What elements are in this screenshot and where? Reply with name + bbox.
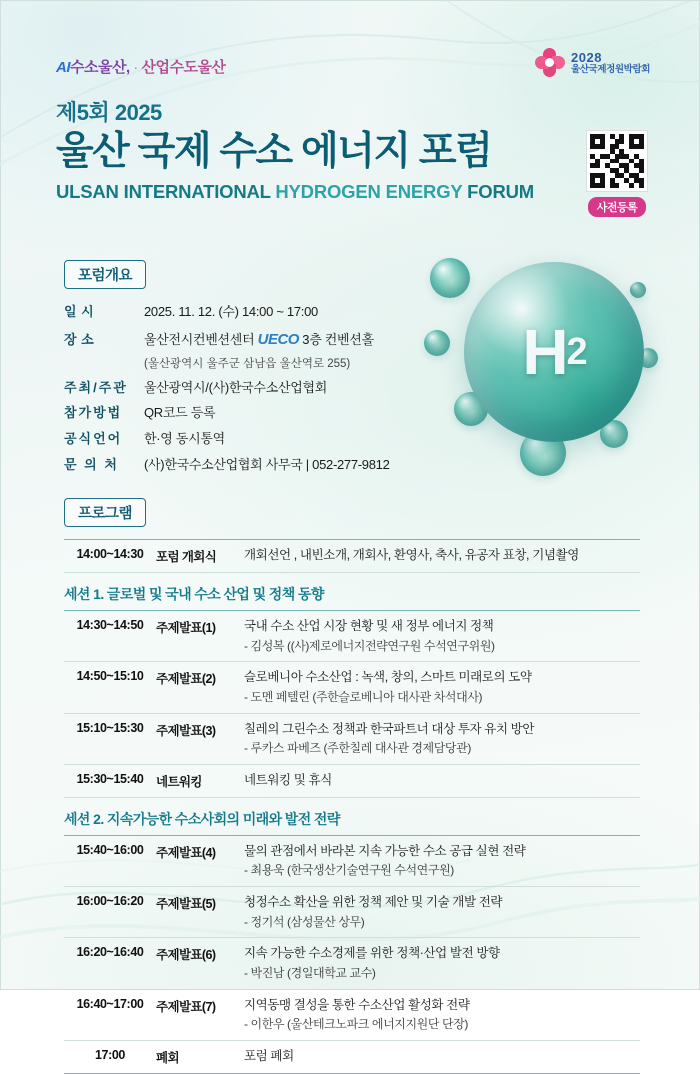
program-row-kind: 주제발표(4) (156, 835, 244, 886)
overview-row-label: 참가방법 (64, 405, 123, 421)
program-row-desc-main: 국내 수소 산업 시장 현황 및 새 정부 에너지 정책 (244, 619, 494, 633)
program-row-speaker: - 정기석 (삼성물산 상무) (244, 914, 365, 929)
overview-row-subtext: (울산광역시 울주군 삼남읍 울산역로 255) (144, 357, 351, 370)
program-row-speaker: - 도멘 페텔린 (주한슬로베니아 대사관 차석대사) (244, 689, 483, 704)
title-prefix: 제5회 2025 (56, 100, 162, 125)
program-row-speaker: - 루카스 파베즈 (주한칠레 대사관 경제담당관) (244, 741, 471, 756)
program-row-time: 14:00~14:30 (64, 540, 156, 573)
overview-row (64, 456, 464, 475)
overview-heading: 포럼개요 (64, 260, 146, 289)
h2-symbol: H (522, 316, 567, 388)
program-row-desc (244, 989, 640, 1040)
program-row-time: 17:00 (64, 1041, 156, 1074)
program-row-kind: 포럼 개회식 (156, 540, 244, 573)
program-row-desc (244, 938, 640, 989)
forum-overview-section (64, 260, 464, 482)
logo-text-2: 산업수도울산 (141, 59, 226, 76)
program-row-time: 16:20~16:40 (64, 938, 156, 989)
program-row (64, 611, 640, 662)
program-row-desc-main: 개회선언 , 내빈소개, 개회사, 환영사, 축사, 유공자 표창, 기념촬영 (244, 548, 579, 562)
program-row (64, 540, 640, 573)
program-row-desc (244, 540, 640, 573)
program-row-desc-main: 슬로베니아 수소산업 : 녹색, 창의, 스마트 미래로의 도약 (244, 670, 532, 685)
overview-row-label: 문 의 처 (64, 457, 119, 473)
overview-row (64, 404, 464, 423)
program-row-speaker: - 김성복 ((사)제로에너지전략연구원 수석연구위원) (244, 638, 495, 653)
program-row-time: 16:40~17:00 (64, 989, 156, 1040)
title-english: ULSAN INTERNATIONAL HYDROGEN ENERGY FORUM (56, 181, 534, 203)
program-row-kind: 주제발표(7) (156, 989, 244, 1040)
program-row-desc-main: 청정수소 확산을 위한 정책 제안 및 기술 개발 전략 (244, 895, 503, 910)
program-row-kind: 주제발표(5) (156, 887, 244, 938)
program-row-kind: 네트워킹 (156, 764, 244, 797)
program-row-desc (244, 1041, 640, 1074)
program-row-desc-main: 네트워킹 및 휴식 (244, 772, 332, 787)
program-row-kind: 주제발표(3) (156, 713, 244, 764)
program-section-label: 세션 1. 글로벌 및 국내 수소 산업 및 정책 동향 (64, 573, 640, 611)
program-section (64, 498, 640, 1074)
h2-bubble (464, 262, 644, 442)
program-row-desc (244, 887, 640, 938)
overview-rows (64, 303, 464, 475)
program-row (64, 989, 640, 1040)
overview-row-value: 울산전시컨벤션센터 UECO 3층 컨벤션홀 (144, 330, 374, 348)
program-row (64, 835, 640, 886)
overview-row-label: 일 시 (64, 304, 95, 319)
overview-row-value: 2025. 11. 12. (수) 14:00 ~ 17:00 (144, 304, 318, 319)
h2-subscript: 2 (566, 330, 586, 373)
program-row-kind: 주제발표(1) (156, 611, 244, 662)
program-row-time: 14:30~14:50 (64, 611, 156, 662)
program-row-time: 15:40~16:00 (64, 835, 156, 886)
expo-year: 2028 (571, 50, 602, 66)
program-row (64, 662, 640, 713)
overview-row-value: QR코드 등록 (144, 405, 216, 421)
page-title: 울산 국제 수소 에너지 포럼 (56, 130, 492, 173)
overview-row-value: 울산광역시/(사)한국수소산업협회 (144, 379, 327, 395)
program-row-desc (244, 611, 640, 662)
overview-row-label: 주최/주관 (64, 379, 128, 395)
program-row-desc-main: 포럼 폐회 (244, 1049, 294, 1064)
program-row (64, 1041, 640, 1074)
program-row (64, 887, 640, 938)
program-row (64, 713, 640, 764)
program-section-row (64, 797, 640, 835)
expo-name: 울산국제정원박람회 (571, 63, 650, 75)
veco-logo-text: UECO (257, 330, 299, 348)
overview-row (64, 379, 464, 398)
program-row-desc (244, 713, 640, 764)
program-row-speaker: - 이한우 (울산테크노파크 에너지지원단 단장) (244, 1017, 468, 1032)
program-section-label: 세션 2. 지속가능한 수소사회의 미래와 발전 전략 (64, 797, 640, 835)
overview-row (64, 303, 464, 322)
program-row-desc-main: 지속 가능한 수소경제를 위한 정책·산업 발전 방향 (244, 946, 500, 961)
logo-text-1: 수소울산, (70, 59, 130, 76)
qr-registration[interactable] (586, 130, 648, 217)
flower-icon (535, 48, 565, 78)
program-row-time: 14:50~15:10 (64, 662, 156, 713)
program-row-desc-main: 지역동맹 결성을 통한 수소산업 활성화 전략 (244, 997, 470, 1012)
program-table (64, 539, 640, 1074)
logo-ai-text: AI (56, 59, 70, 76)
program-row-time: 16:00~16:20 (64, 887, 156, 938)
overview-row-value: 한·영 동시통역 (144, 431, 225, 447)
program-row (64, 938, 640, 989)
program-row-desc (244, 764, 640, 797)
expo-badge (535, 48, 650, 78)
program-row-kind: 주제발표(2) (156, 662, 244, 713)
title-block (56, 96, 534, 203)
overview-row (64, 430, 464, 449)
program-heading: 프로그램 (64, 498, 146, 527)
overview-row (64, 329, 464, 351)
program-row-time: 15:10~15:30 (64, 713, 156, 764)
program-row-kind: 주제발표(6) (156, 938, 244, 989)
overview-row-label: 공식언어 (64, 431, 123, 447)
overview-row-label: 장 소 (64, 331, 95, 347)
program-row-speaker: - 박진남 (경일대학교 교수) (244, 965, 376, 980)
program-row-kind: 폐회 (156, 1041, 244, 1074)
qr-code-image[interactable] (586, 130, 648, 192)
program-row-time: 15:30~15:40 (64, 764, 156, 797)
overview-row-value: (사)한국수소산업협회 사무국 | 052-277-9812 (144, 457, 390, 473)
program-row-speaker: - 최용욱 (한국생산기술연구원 수석연구원) (244, 863, 454, 878)
program-row-desc (244, 835, 640, 886)
program-row (64, 764, 640, 797)
program-section-row (64, 573, 640, 611)
program-row-desc-main: 칠레의 그린수소 정책과 한국파트너 대상 투자 유치 방안 (244, 721, 535, 736)
qr-label: 사전등록 (588, 197, 647, 217)
program-row-desc-main: 물의 관점에서 바라본 지속 가능한 수소 공급 실현 전략 (244, 843, 526, 858)
city-brand-logo: AI수소울산, · 산업수도울산 (56, 59, 226, 76)
program-row-desc (244, 662, 640, 713)
